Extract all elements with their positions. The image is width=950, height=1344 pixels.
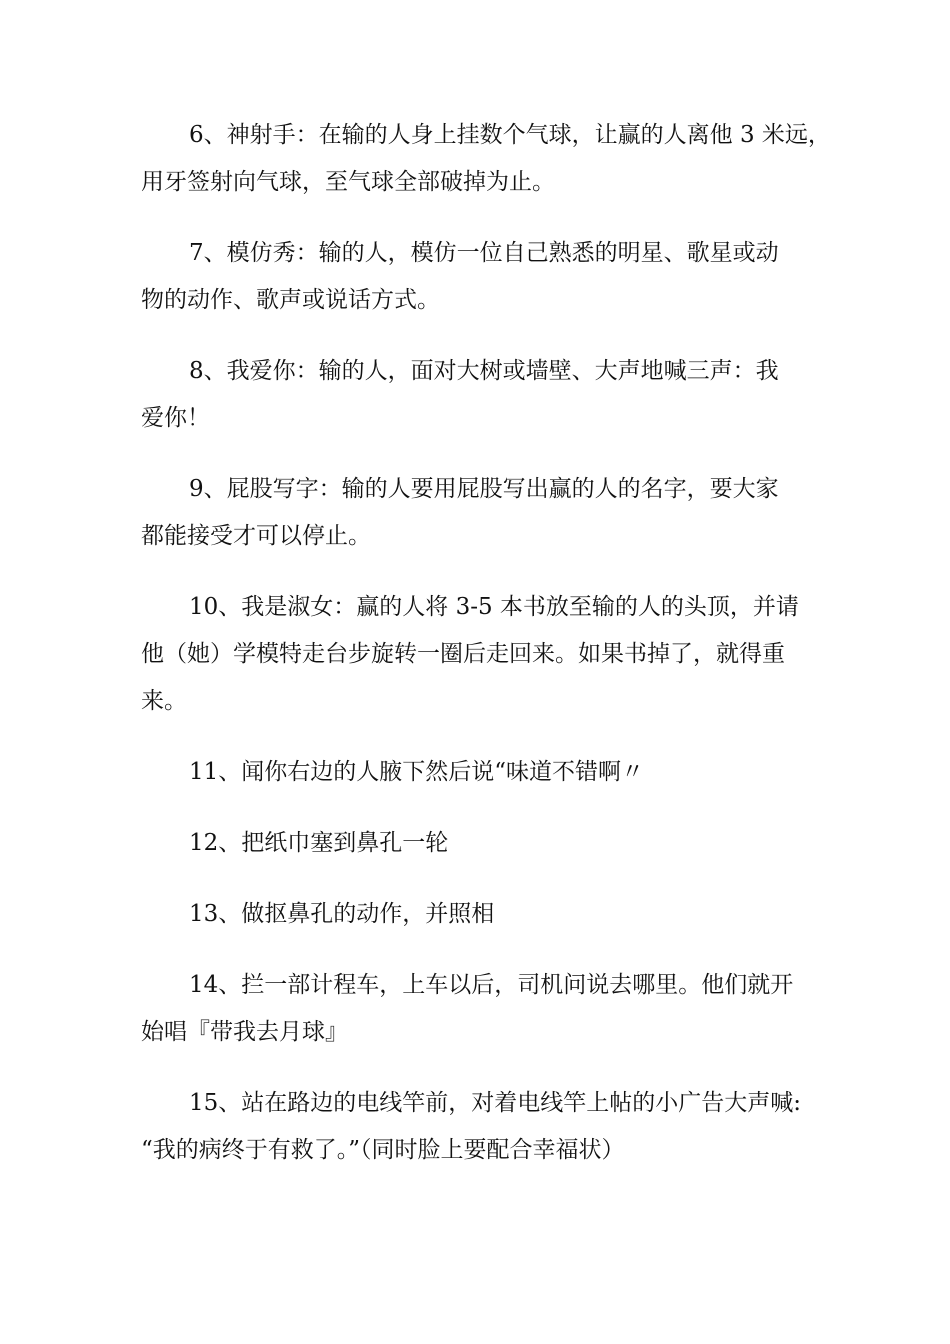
- paragraph-line: 用牙签射向气球，至气球全部破掉为止。: [141, 169, 555, 195]
- paragraph-line: 爱你！: [141, 405, 210, 431]
- paragraph-item-9: [141, 466, 821, 560]
- paragraph-line: 他（她）学模特走台步旋转一圈后走回来。如果书掉了，就得重: [141, 641, 785, 667]
- paragraph-item-15: [141, 1080, 821, 1174]
- paragraph-item-14: [141, 962, 821, 1056]
- paragraph-line: 12、把纸巾塞到鼻孔一轮: [189, 830, 449, 856]
- paragraph-line: 8、我爱你：输的人，面对大树或墙壁、大声地喊三声：我: [189, 358, 779, 384]
- paragraph-item-7: [141, 230, 821, 324]
- paragraph-item-11: [141, 749, 821, 796]
- paragraph-item-6: [141, 112, 831, 206]
- paragraph-line: 始唱『带我去月球』: [141, 1019, 348, 1045]
- paragraph-line: 物的动作、歌声或说话方式。: [141, 287, 440, 313]
- paragraph-line: 6、神射手：在输的人身上挂数个气球，让赢的人离他 3 米远，: [189, 122, 831, 148]
- paragraph-line: 9、屁股写字：输的人要用屁股写出赢的人的名字，要大家: [189, 476, 779, 502]
- paragraph-item-8: [141, 348, 821, 442]
- paragraph-item-10: [141, 584, 821, 725]
- document-body: [141, 112, 831, 1174]
- paragraph-line: 14、拦一部计程车，上车以后，司机问说去哪里。他们就开: [189, 972, 794, 998]
- paragraph-line: “我的病终于有救了。”（同时脸上要配合幸福状）: [141, 1137, 625, 1163]
- paragraph-line: 来。: [141, 688, 187, 714]
- paragraph-line: 10、我是淑女：赢的人将 3-5 本书放至输的人的头顶，并请: [189, 594, 799, 620]
- paragraph-line: 7、模仿秀：输的人，模仿一位自己熟悉的明星、歌星或动: [189, 240, 779, 266]
- paragraph-line: 15、站在路边的电线竿前，对着电线竿上帖的小广告大声喊:: [189, 1090, 802, 1116]
- paragraph-line: 都能接受才可以停止。: [141, 523, 371, 549]
- paragraph-line: 13、做抠鼻孔的动作，并照相: [189, 901, 495, 927]
- paragraph-line: 11、闻你右边的人腋下然后说“味道不错啊〃: [189, 759, 645, 785]
- paragraph-item-13: [141, 891, 821, 938]
- paragraph-item-12: [141, 820, 821, 867]
